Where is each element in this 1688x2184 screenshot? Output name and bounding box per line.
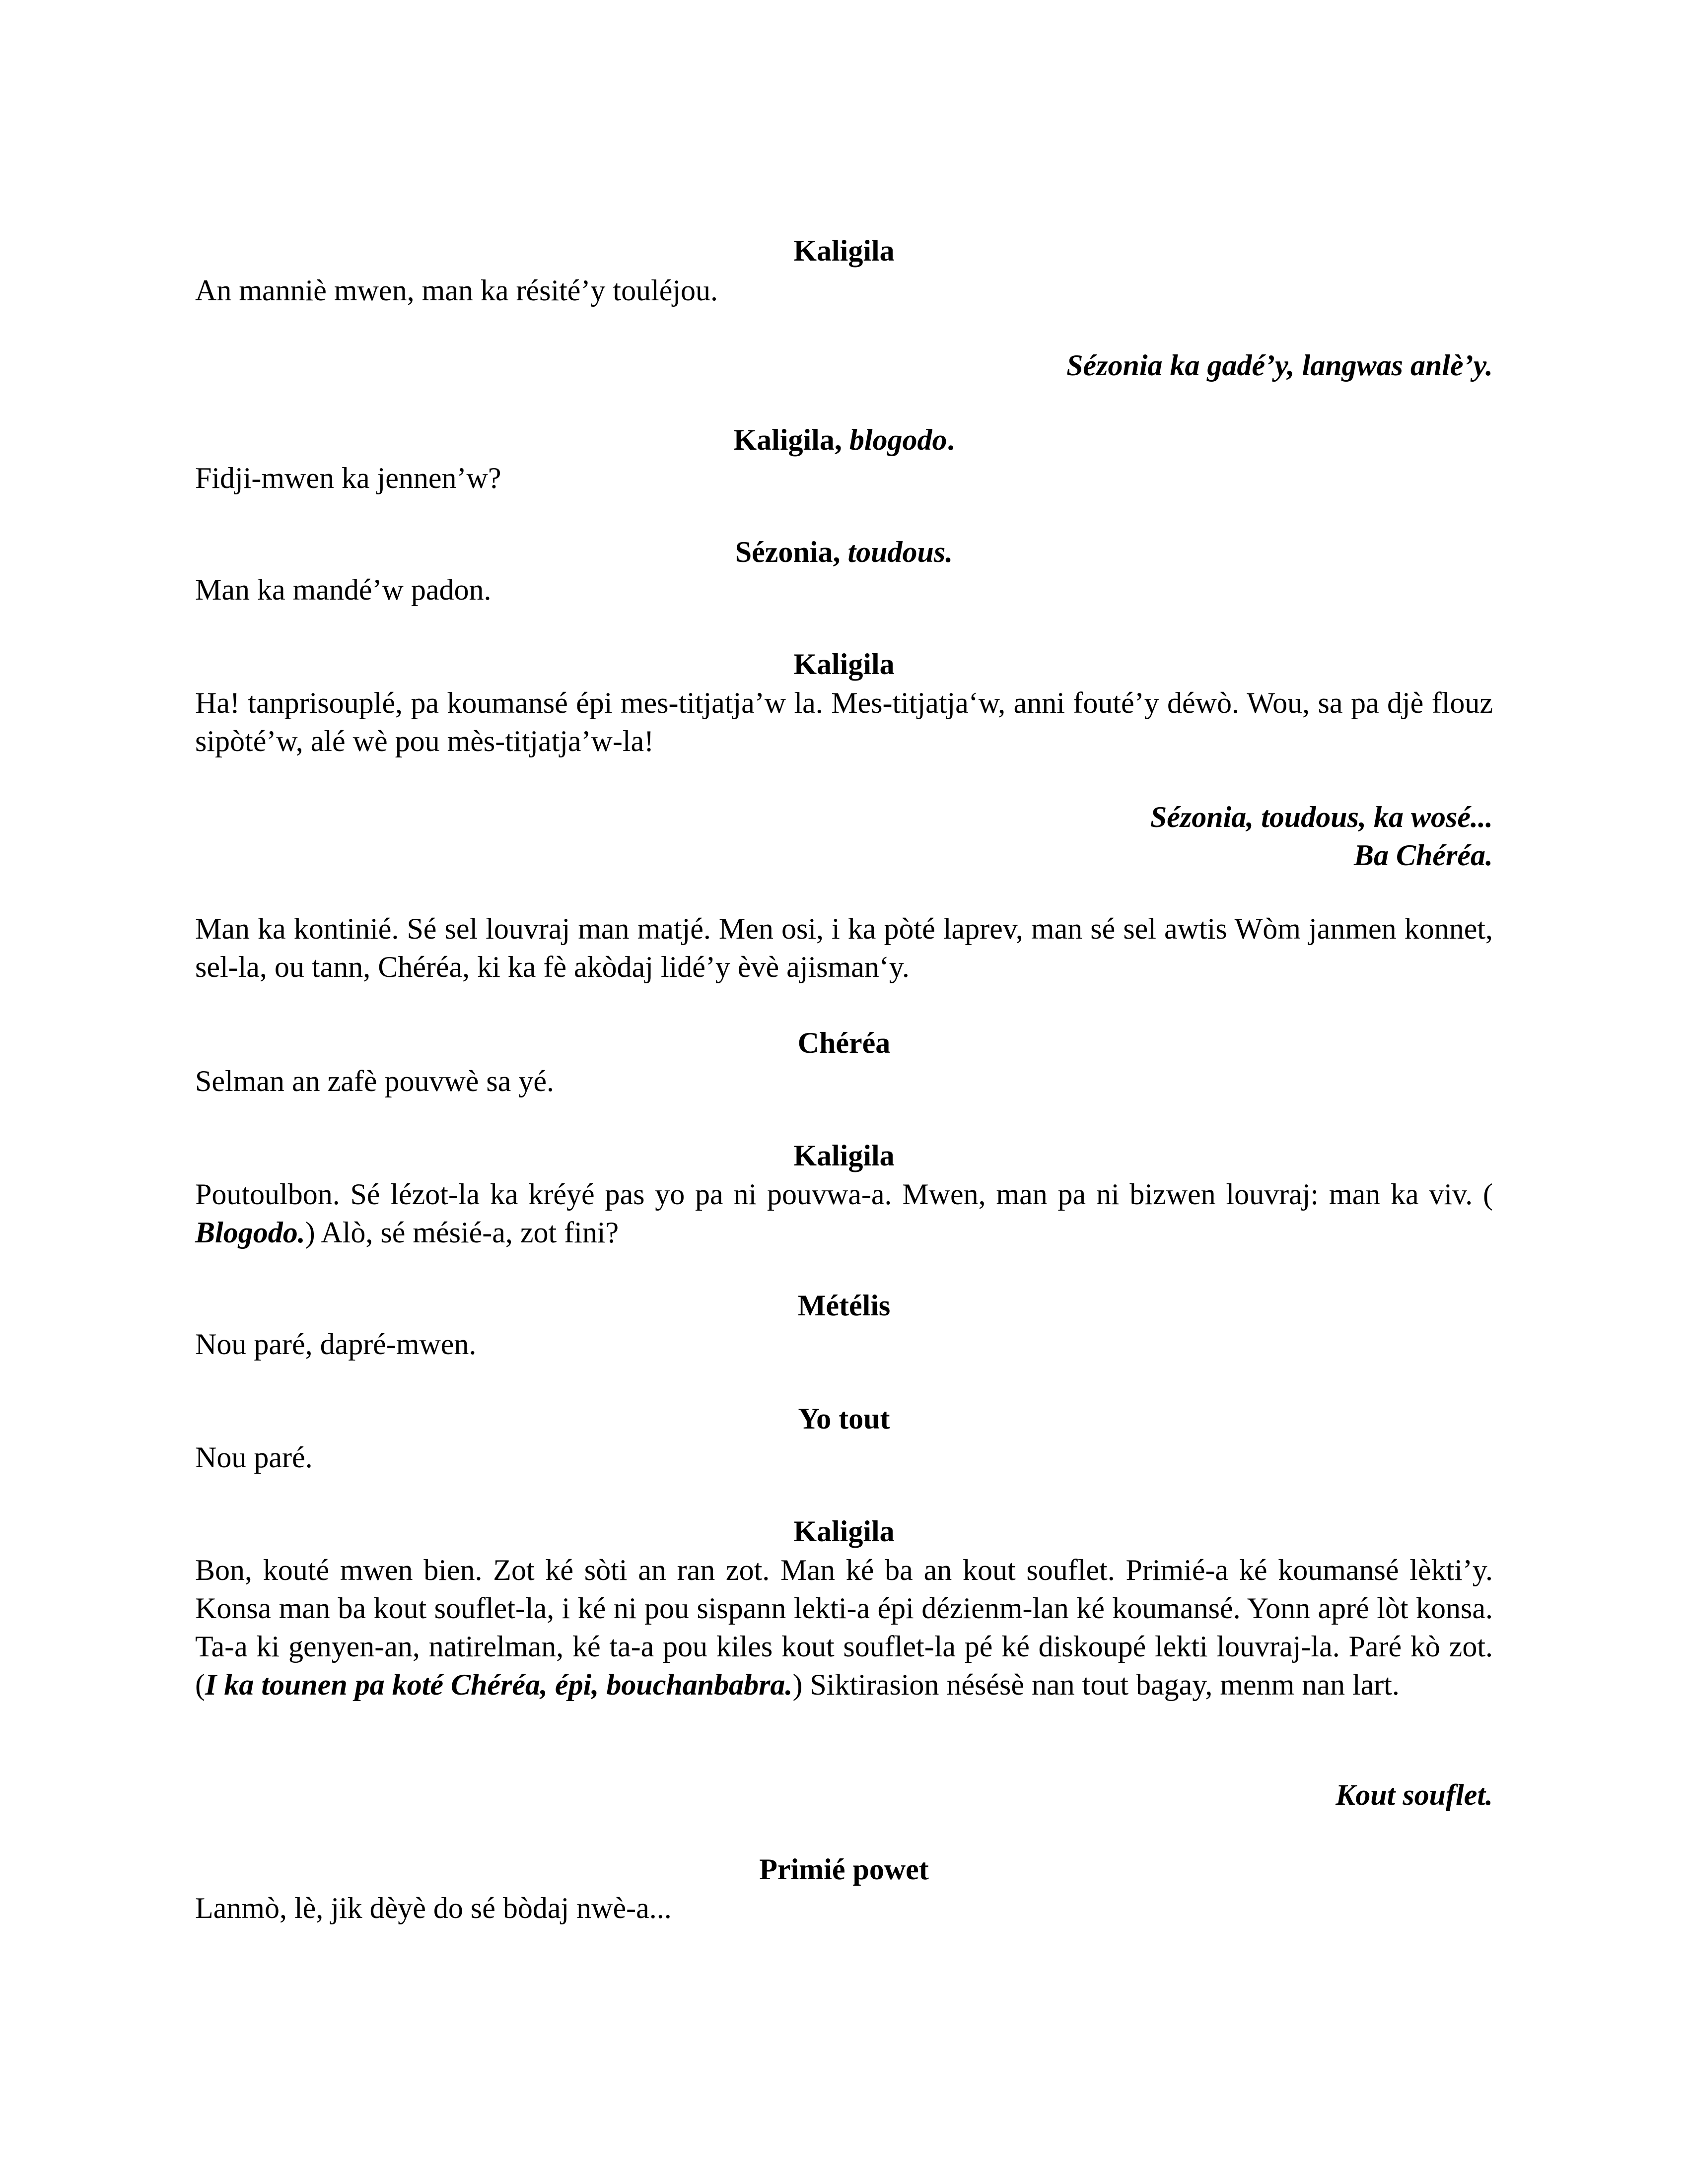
inline-stage-direction: Blogodo. xyxy=(195,1216,305,1249)
dialogue-text: Poutoulbon. Sé lézot-la ka kréyé pas yo pa ni pouvwa-a. Mwen, man pa ni bizwen louvraj: man ka viv. ( xyxy=(195,1178,1493,1211)
speaker-primie-powet: Primié powet xyxy=(759,1853,929,1886)
dialogue-line: Selman an zafè pouvwè sa yé. xyxy=(195,1065,555,1097)
dialogue-line: Nou paré, dapré-mwen. xyxy=(195,1328,477,1361)
speaker-yo-tout: Yo tout xyxy=(798,1402,890,1435)
dialogue-paragraph xyxy=(195,1175,1493,1252)
speaker-name: Kaligila, xyxy=(733,423,842,456)
stage-direction: Kout souflet. xyxy=(1336,1778,1493,1811)
stage-direction-line: Sézonia, toudous, ka wosé... xyxy=(1150,801,1493,833)
speaker-cherea: Chéréa xyxy=(797,1026,891,1059)
dialogue-paragraph xyxy=(195,1551,1493,1704)
dialogue-line: Nou paré. xyxy=(195,1441,313,1474)
dialogue-line: Fidji-mwen ka jennen’w? xyxy=(195,462,501,494)
speaker-name: Sézonia, xyxy=(735,536,841,568)
dialogue-text: ) Alò, sé mésié-a, zot fini? xyxy=(305,1216,619,1249)
speaker-metelis: Métélis xyxy=(797,1289,891,1322)
stage-direction-line: Ba Chéréa. xyxy=(1353,839,1493,872)
speaker-kaligila: Kaligila xyxy=(793,648,895,681)
dialogue-line: Man ka mandé’w padon. xyxy=(195,573,492,606)
speaker-punct: . xyxy=(947,423,955,456)
speaker-direction: blogodo xyxy=(849,423,947,456)
speaker-kaligila: Kaligila xyxy=(793,1139,895,1172)
dialogue-line: An manniè mwen, man ka résité’y touléjou. xyxy=(195,274,718,307)
dialogue-text: Bon, kouté mwen bien. Zot ké sòti an ran zot. Man ké ba an kout souflet. Primié-a ké koumansé lèkti’y. Konsa man ba kout souflet-la, i ké ni pou sispann lekti-a épi dézienm-lan ké koumansé. Yonn apré lòt konsa. Ta-a ki genyen-an, natirelman, ké ta-a pou kiles kout souflet-la pé ké diskoupé lekti louvraj-la. Paré kò zot. ( xyxy=(195,1554,1493,1701)
dialogue-line: Lanmò, lè, jik dèyè do sé bòdaj nwè-a... xyxy=(195,1892,672,1924)
speaker-sezonia xyxy=(195,533,1493,571)
dialogue-paragraph: Ha! tanprisouplé, pa koumansé épi mes-titjatja’w la. Mes-titjatja‘w, anni fouté’y déwò. Wou, sa pa djè flouz sipòté’w, alé wè pou mès-titjatja’w-la! xyxy=(195,686,1493,757)
inline-stage-direction: I ka tounen pa koté Chéréa, épi, bouchanbabra. xyxy=(205,1668,793,1701)
speaker-kaligila: Kaligila xyxy=(793,234,895,267)
speaker-kaligila: Kaligila xyxy=(793,1515,895,1548)
stage-direction xyxy=(195,798,1493,875)
speaker-direction: toudous. xyxy=(847,536,953,568)
dialogue-paragraph: Man ka kontinié. Sé sel louvraj man matjé. Men osi, i ka pòté laprev, man sé sel awtis Wòm janmen konnet, sel-la, ou tann, Chéréa, ki ka fè akòdaj lidé’y èvè ajisman‘y. xyxy=(195,912,1493,983)
speaker-kaligila xyxy=(195,421,1493,459)
stage-direction: Sézonia ka gadé’y, langwas anlè’y. xyxy=(1066,349,1493,382)
dialogue-text: ) Siktirasion nésésè nan tout bagay, menm nan lart. xyxy=(792,1668,1400,1701)
